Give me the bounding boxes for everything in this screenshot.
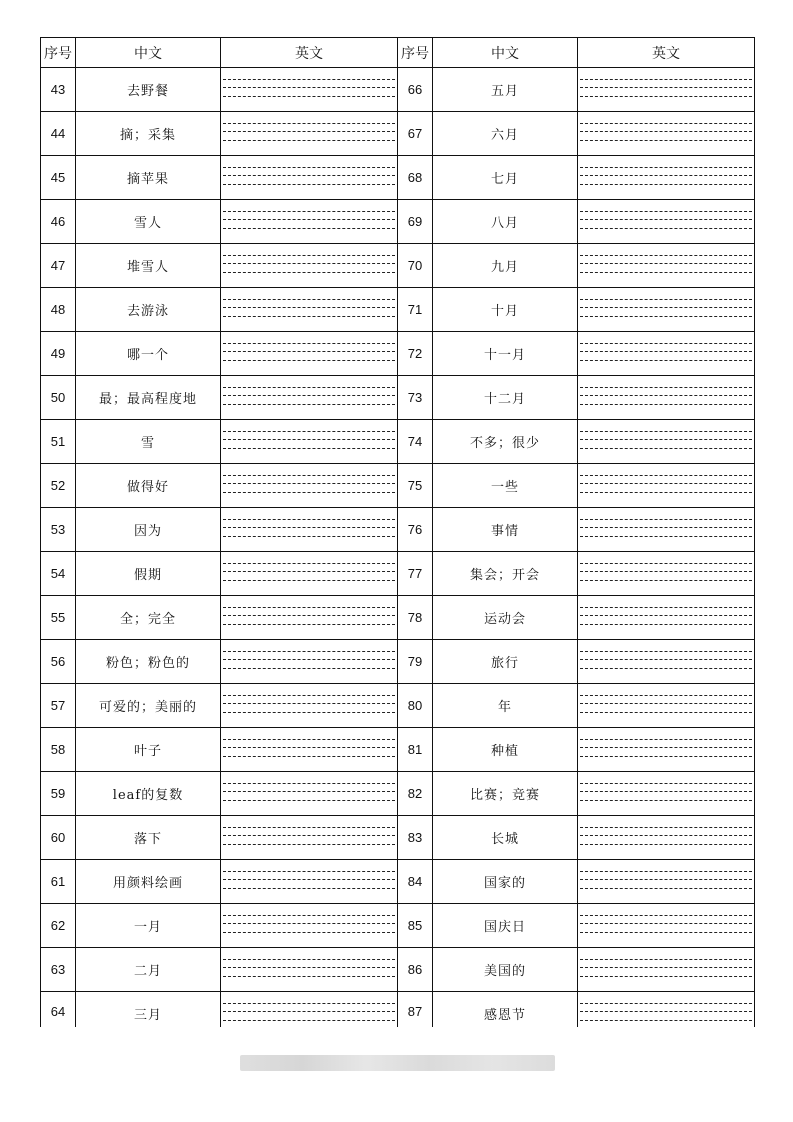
table-row <box>41 156 755 200</box>
english-answer-field[interactable] <box>578 772 755 816</box>
blurred-watermark <box>240 1055 555 1071</box>
english-answer-field[interactable] <box>578 464 755 508</box>
table-row <box>41 948 755 992</box>
header-english-left: 英文 <box>221 38 398 68</box>
chinese-word: leaf的复数 <box>76 772 221 816</box>
handwriting-midline <box>223 175 395 176</box>
entry-number: 44 <box>41 112 76 156</box>
handwriting-midline <box>580 659 752 660</box>
chinese-word: 美国的 <box>433 948 578 992</box>
chinese-word: 集会；开会 <box>433 552 578 596</box>
english-answer-field[interactable] <box>221 376 398 420</box>
vocabulary-table <box>40 37 755 1027</box>
chinese-word: 十月 <box>433 288 578 332</box>
handwriting-lines <box>580 783 752 801</box>
handwriting-midline <box>580 263 752 264</box>
handwriting-midline <box>580 219 752 220</box>
handwriting-lines <box>223 299 395 317</box>
chinese-word: 国庆日 <box>433 904 578 948</box>
english-answer-field[interactable] <box>221 728 398 772</box>
chinese-word: 做得好 <box>76 464 221 508</box>
handwriting-lines <box>223 695 395 713</box>
english-answer-field[interactable] <box>578 68 755 112</box>
handwriting-midline <box>223 967 395 968</box>
chinese-word: 感恩节 <box>433 992 578 1027</box>
chinese-word: 十一月 <box>433 332 578 376</box>
handwriting-midline <box>223 483 395 484</box>
english-answer-field[interactable] <box>221 244 398 288</box>
entry-number: 59 <box>41 772 76 816</box>
chinese-word: 最；最高程度地 <box>76 376 221 420</box>
entry-number: 74 <box>398 420 433 464</box>
handwriting-lines <box>580 563 752 581</box>
handwriting-midline <box>580 1011 752 1012</box>
chinese-word: 长城 <box>433 816 578 860</box>
chinese-word: 去游泳 <box>76 288 221 332</box>
table-row <box>41 772 755 816</box>
handwriting-lines <box>580 695 752 713</box>
entry-number: 64 <box>41 992 76 1027</box>
entry-number: 68 <box>398 156 433 200</box>
entry-number: 78 <box>398 596 433 640</box>
handwriting-lines <box>223 123 395 141</box>
english-answer-field[interactable] <box>578 112 755 156</box>
handwriting-midline <box>580 483 752 484</box>
entry-number: 77 <box>398 552 433 596</box>
english-answer-field[interactable] <box>578 860 755 904</box>
handwriting-lines <box>580 519 752 537</box>
english-answer-field[interactable] <box>221 200 398 244</box>
handwriting-midline <box>580 351 752 352</box>
handwriting-lines <box>580 431 752 449</box>
handwriting-midline <box>223 351 395 352</box>
entry-number: 67 <box>398 112 433 156</box>
english-answer-field[interactable] <box>578 420 755 464</box>
chinese-word: 种植 <box>433 728 578 772</box>
table-row <box>41 684 755 728</box>
entry-number: 57 <box>41 684 76 728</box>
chinese-word: 三月 <box>76 992 221 1027</box>
handwriting-midline <box>580 703 752 704</box>
table-row <box>41 552 755 596</box>
english-answer-field[interactable] <box>578 376 755 420</box>
english-answer-field[interactable] <box>221 112 398 156</box>
chinese-word: 十二月 <box>433 376 578 420</box>
entry-number: 52 <box>41 464 76 508</box>
english-answer-field[interactable] <box>221 68 398 112</box>
entry-number: 62 <box>41 904 76 948</box>
entry-number: 79 <box>398 640 433 684</box>
chinese-word: 落下 <box>76 816 221 860</box>
chinese-word: 堆雪人 <box>76 244 221 288</box>
entry-number: 69 <box>398 200 433 244</box>
chinese-word: 七月 <box>433 156 578 200</box>
handwriting-lines <box>223 607 395 625</box>
handwriting-midline <box>580 439 752 440</box>
handwriting-midline <box>223 307 395 308</box>
chinese-word: 六月 <box>433 112 578 156</box>
handwriting-lines <box>223 255 395 273</box>
chinese-word: 年 <box>433 684 578 728</box>
english-answer-field[interactable] <box>578 552 755 596</box>
chinese-word: 摘；采集 <box>76 112 221 156</box>
english-answer-field[interactable] <box>578 200 755 244</box>
english-answer-field[interactable] <box>578 684 755 728</box>
table-row <box>41 464 755 508</box>
chinese-word: 摘苹果 <box>76 156 221 200</box>
entry-number: 80 <box>398 684 433 728</box>
table-row <box>41 112 755 156</box>
handwriting-midline <box>223 659 395 660</box>
entry-number: 50 <box>41 376 76 420</box>
english-answer-field[interactable] <box>578 728 755 772</box>
chinese-word: 比赛；竞赛 <box>433 772 578 816</box>
entry-number: 70 <box>398 244 433 288</box>
handwriting-midline <box>580 791 752 792</box>
handwriting-midline <box>580 923 752 924</box>
chinese-word: 哪一个 <box>76 332 221 376</box>
entry-number: 60 <box>41 816 76 860</box>
entry-number: 85 <box>398 904 433 948</box>
table-row <box>41 332 755 376</box>
english-answer-field[interactable] <box>221 684 398 728</box>
handwriting-lines <box>580 211 752 229</box>
chinese-word: 叶子 <box>76 728 221 772</box>
header-chinese-left: 中文 <box>76 38 221 68</box>
entry-number: 63 <box>41 948 76 992</box>
handwriting-midline <box>223 527 395 528</box>
entry-number: 84 <box>398 860 433 904</box>
entry-number: 66 <box>398 68 433 112</box>
table-row <box>41 420 755 464</box>
english-answer-field[interactable] <box>578 244 755 288</box>
handwriting-lines <box>223 1003 395 1021</box>
handwriting-lines <box>580 915 752 933</box>
handwriting-lines <box>223 475 395 493</box>
english-answer-field[interactable] <box>221 860 398 904</box>
handwriting-midline <box>223 879 395 880</box>
handwriting-lines <box>223 211 395 229</box>
chinese-word: 全；完全 <box>76 596 221 640</box>
table-row <box>41 860 755 904</box>
chinese-word: 国家的 <box>433 860 578 904</box>
table-row <box>41 640 755 684</box>
handwriting-lines <box>580 959 752 977</box>
handwriting-lines <box>223 783 395 801</box>
entry-number: 61 <box>41 860 76 904</box>
english-answer-field[interactable] <box>578 640 755 684</box>
entry-number: 51 <box>41 420 76 464</box>
chinese-word: 九月 <box>433 244 578 288</box>
chinese-word: 不多；很少 <box>433 420 578 464</box>
entry-number: 55 <box>41 596 76 640</box>
english-answer-field[interactable] <box>221 596 398 640</box>
handwriting-midline <box>223 571 395 572</box>
table-row <box>41 68 755 112</box>
handwriting-lines <box>580 123 752 141</box>
chinese-word: 去野餐 <box>76 68 221 112</box>
handwriting-midline <box>580 131 752 132</box>
entry-number: 56 <box>41 640 76 684</box>
entry-number: 43 <box>41 68 76 112</box>
english-answer-field[interactable] <box>221 508 398 552</box>
table-header-row <box>41 38 755 68</box>
handwriting-midline <box>580 307 752 308</box>
english-answer-field[interactable] <box>221 464 398 508</box>
handwriting-midline <box>223 703 395 704</box>
handwriting-lines <box>580 255 752 273</box>
header-number-left: 序号 <box>41 38 76 68</box>
handwriting-lines <box>580 607 752 625</box>
english-answer-field[interactable] <box>578 816 755 860</box>
english-answer-field[interactable] <box>221 904 398 948</box>
entry-number: 83 <box>398 816 433 860</box>
vocabulary-rows <box>41 68 755 1027</box>
handwriting-midline <box>223 131 395 132</box>
english-answer-field[interactable] <box>578 904 755 948</box>
table-row <box>41 508 755 552</box>
english-answer-field[interactable] <box>578 992 755 1027</box>
handwriting-midline <box>580 571 752 572</box>
handwriting-lines <box>223 343 395 361</box>
chinese-word: 用颜料绘画 <box>76 860 221 904</box>
handwriting-lines <box>580 343 752 361</box>
handwriting-lines <box>580 827 752 845</box>
english-answer-field[interactable] <box>221 552 398 596</box>
header-number-right: 序号 <box>398 38 433 68</box>
handwriting-lines <box>580 871 752 889</box>
table-row <box>41 816 755 860</box>
english-answer-field[interactable] <box>578 948 755 992</box>
chinese-word: 八月 <box>433 200 578 244</box>
table-row <box>41 244 755 288</box>
handwriting-midline <box>223 1011 395 1012</box>
handwriting-lines <box>580 299 752 317</box>
chinese-word: 事情 <box>433 508 578 552</box>
chinese-word: 一月 <box>76 904 221 948</box>
chinese-word: 可爱的；美丽的 <box>76 684 221 728</box>
chinese-word: 五月 <box>433 68 578 112</box>
english-answer-field[interactable] <box>221 816 398 860</box>
handwriting-lines <box>223 519 395 537</box>
handwriting-midline <box>223 395 395 396</box>
chinese-word: 粉色；粉色的 <box>76 640 221 684</box>
entry-number: 71 <box>398 288 433 332</box>
english-answer-field[interactable] <box>578 508 755 552</box>
handwriting-midline <box>223 835 395 836</box>
table-row <box>41 288 755 332</box>
english-answer-field[interactable] <box>221 156 398 200</box>
entry-number: 54 <box>41 552 76 596</box>
handwriting-lines <box>580 167 752 185</box>
handwriting-lines <box>223 651 395 669</box>
handwriting-lines <box>223 387 395 405</box>
chinese-word: 雪 <box>76 420 221 464</box>
handwriting-midline <box>580 395 752 396</box>
entry-number: 73 <box>398 376 433 420</box>
chinese-word: 一些 <box>433 464 578 508</box>
handwriting-lines <box>223 739 395 757</box>
chinese-word: 因为 <box>76 508 221 552</box>
header-english-right: 英文 <box>578 38 755 68</box>
entry-number: 47 <box>41 244 76 288</box>
english-answer-field[interactable] <box>578 596 755 640</box>
entry-number: 48 <box>41 288 76 332</box>
entry-number: 46 <box>41 200 76 244</box>
handwriting-midline <box>223 219 395 220</box>
handwriting-midline <box>580 747 752 748</box>
handwriting-midline <box>223 87 395 88</box>
english-answer-field[interactable] <box>221 640 398 684</box>
english-answer-field[interactable] <box>578 332 755 376</box>
handwriting-lines <box>223 871 395 889</box>
handwriting-lines <box>223 563 395 581</box>
entry-number: 87 <box>398 992 433 1027</box>
english-answer-field[interactable] <box>221 948 398 992</box>
handwriting-lines <box>580 651 752 669</box>
handwriting-midline <box>223 747 395 748</box>
handwriting-lines <box>580 475 752 493</box>
chinese-word: 雪人 <box>76 200 221 244</box>
entry-number: 58 <box>41 728 76 772</box>
table-row <box>41 728 755 772</box>
table-row <box>41 904 755 948</box>
entry-number: 76 <box>398 508 433 552</box>
handwriting-lines <box>223 431 395 449</box>
entry-number: 75 <box>398 464 433 508</box>
handwriting-lines <box>223 959 395 977</box>
handwriting-midline <box>580 967 752 968</box>
handwriting-midline <box>223 263 395 264</box>
chinese-word: 旅行 <box>433 640 578 684</box>
handwriting-midline <box>223 439 395 440</box>
handwriting-midline <box>580 87 752 88</box>
entry-number: 82 <box>398 772 433 816</box>
handwriting-lines <box>580 387 752 405</box>
handwriting-midline <box>223 791 395 792</box>
handwriting-lines <box>580 79 752 97</box>
table-row <box>41 596 755 640</box>
english-answer-field[interactable] <box>221 420 398 464</box>
english-answer-field[interactable] <box>221 992 398 1027</box>
entry-number: 81 <box>398 728 433 772</box>
english-answer-field[interactable] <box>221 288 398 332</box>
english-answer-field[interactable] <box>221 332 398 376</box>
chinese-word: 运动会 <box>433 596 578 640</box>
handwriting-midline <box>580 615 752 616</box>
handwriting-lines <box>223 167 395 185</box>
table-row <box>41 992 755 1027</box>
table-row <box>41 376 755 420</box>
english-answer-field[interactable] <box>221 772 398 816</box>
english-answer-field[interactable] <box>578 288 755 332</box>
handwriting-lines <box>223 915 395 933</box>
handwriting-midline <box>580 835 752 836</box>
handwriting-midline <box>223 923 395 924</box>
handwriting-midline <box>580 879 752 880</box>
handwriting-midline <box>580 175 752 176</box>
entry-number: 72 <box>398 332 433 376</box>
vocabulary-worksheet <box>40 37 753 1027</box>
entry-number: 86 <box>398 948 433 992</box>
entry-number: 53 <box>41 508 76 552</box>
english-answer-field[interactable] <box>578 156 755 200</box>
entry-number: 49 <box>41 332 76 376</box>
table-row <box>41 200 755 244</box>
handwriting-midline <box>223 615 395 616</box>
chinese-word: 二月 <box>76 948 221 992</box>
handwriting-midline <box>580 527 752 528</box>
handwriting-lines <box>580 1003 752 1021</box>
handwriting-lines <box>580 739 752 757</box>
entry-number: 45 <box>41 156 76 200</box>
chinese-word: 假期 <box>76 552 221 596</box>
header-chinese-right: 中文 <box>433 38 578 68</box>
handwriting-lines <box>223 827 395 845</box>
handwriting-lines <box>223 79 395 97</box>
